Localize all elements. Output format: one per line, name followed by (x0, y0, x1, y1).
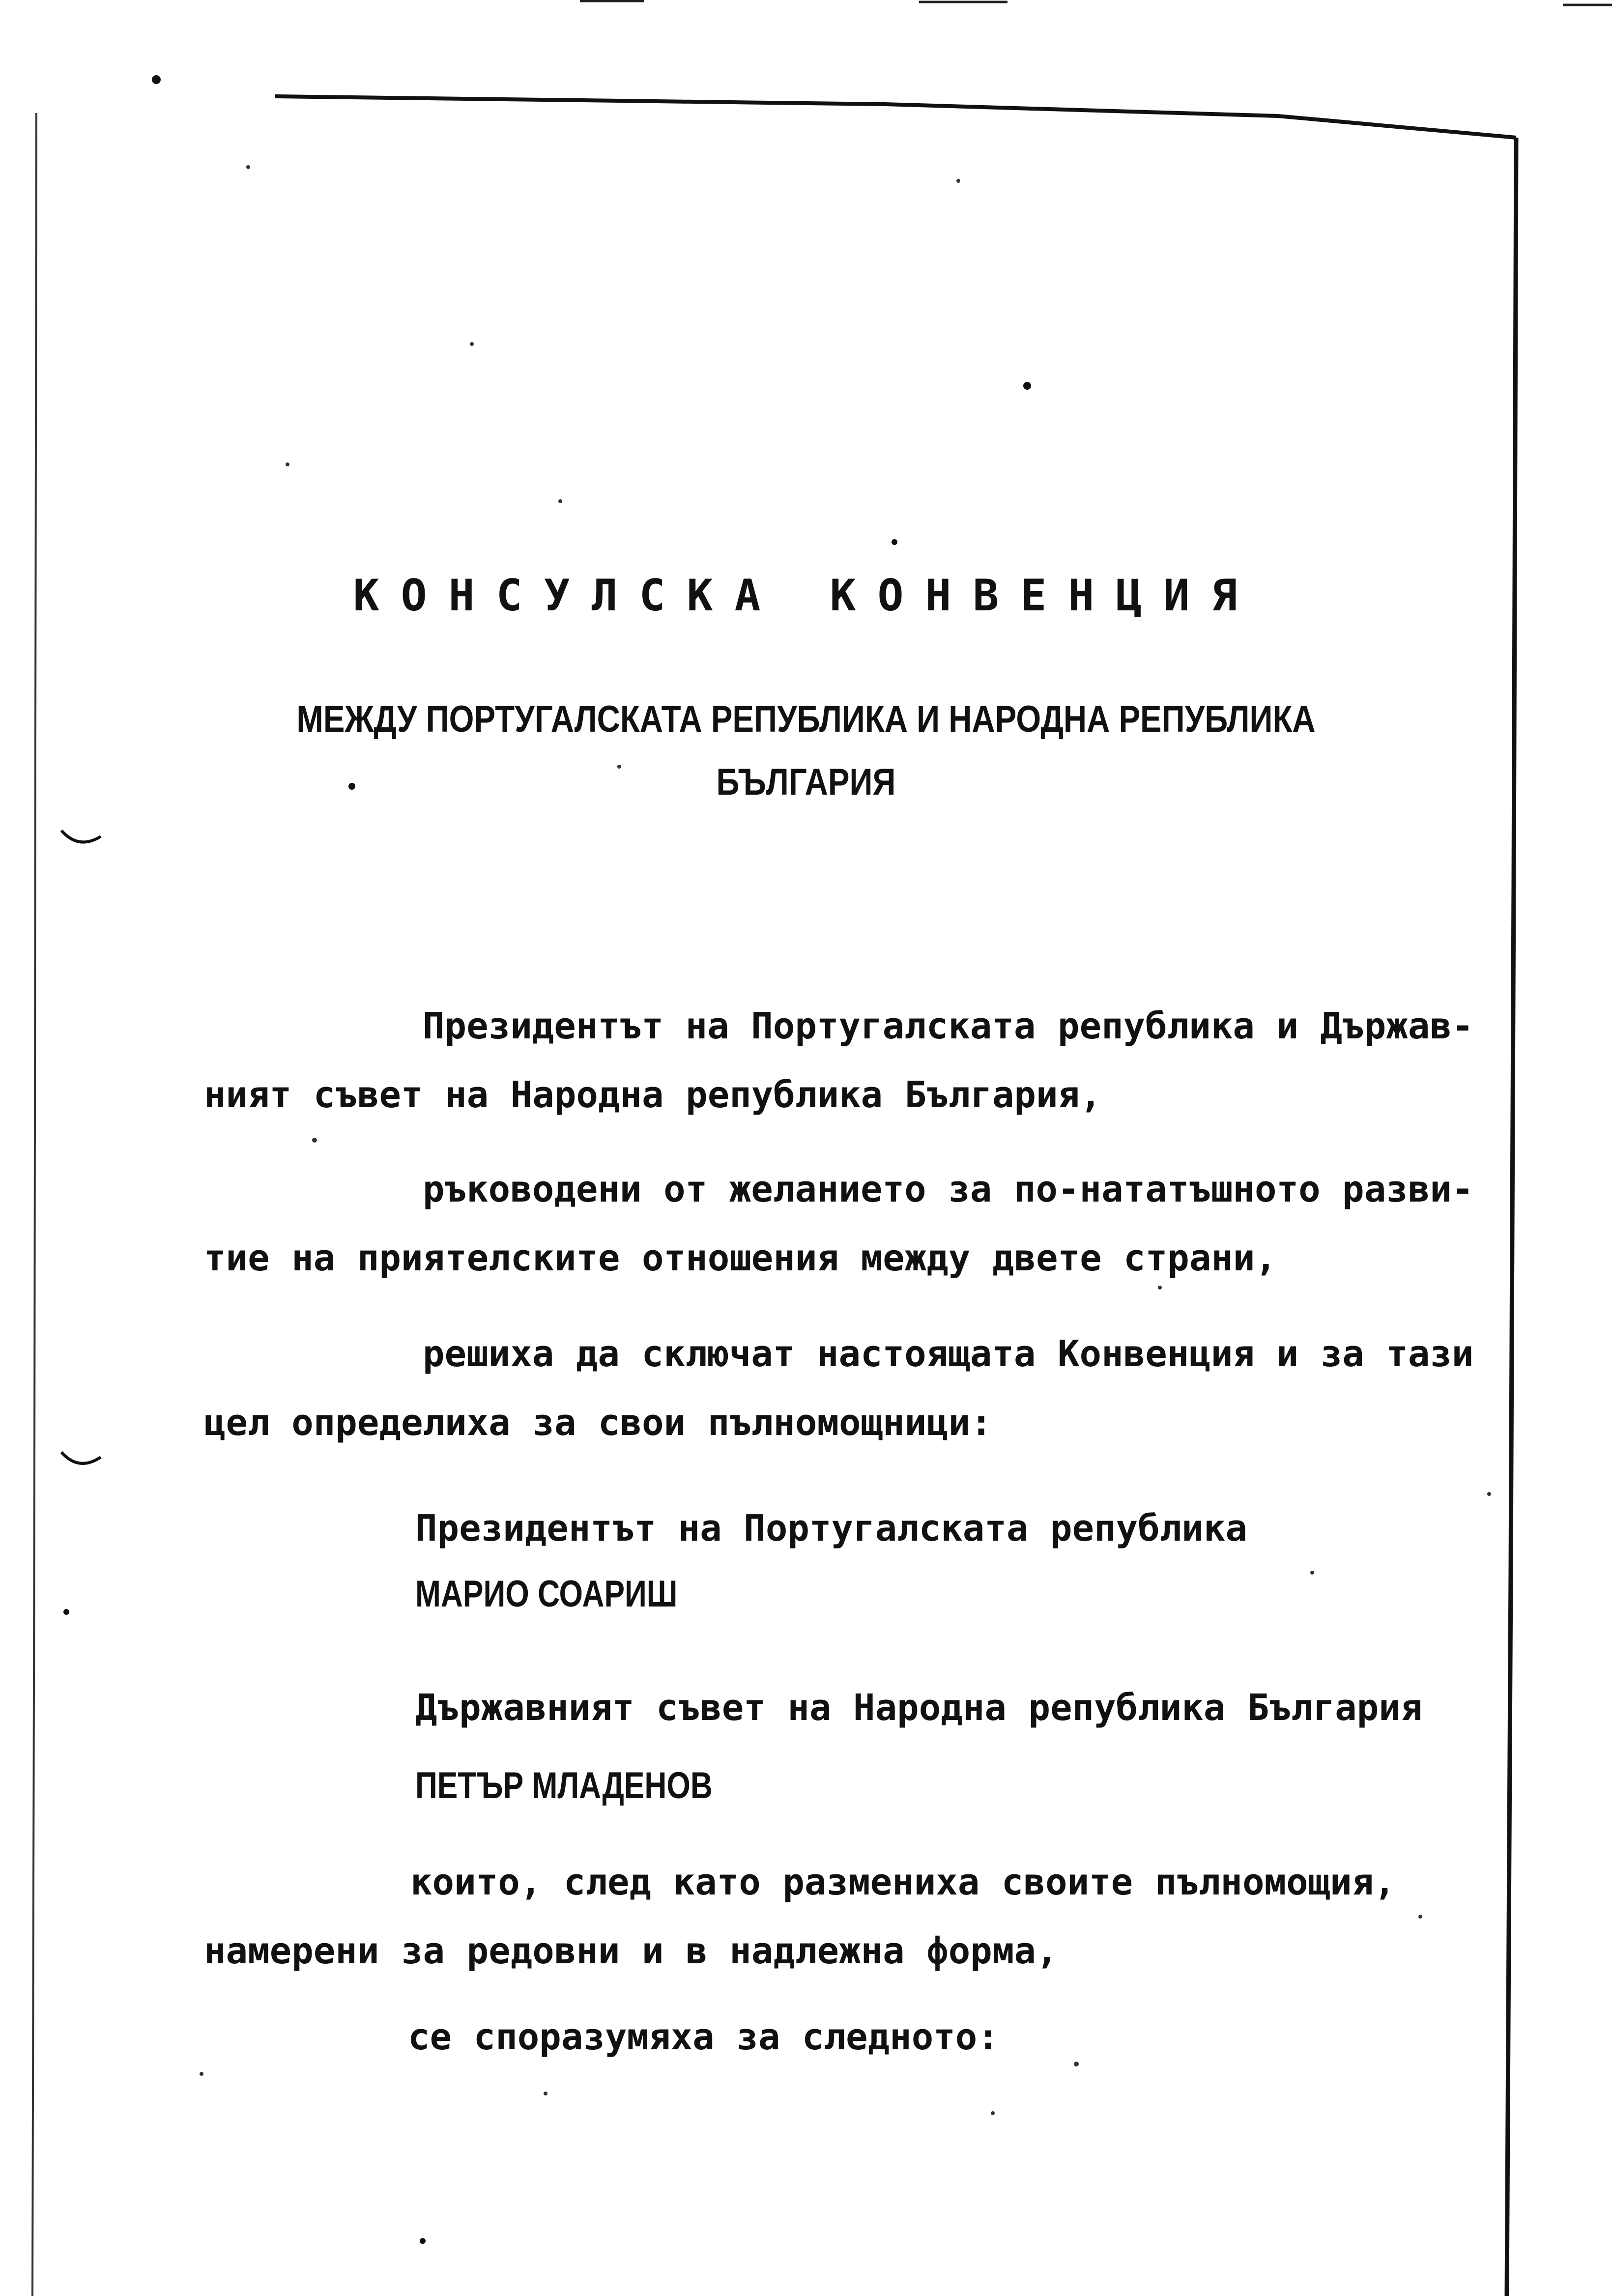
subtitle-line-1: МЕЖДУ ПОРТУГАЛСКАТА РЕПУБЛИКА И НАРОДНА РЕПУБЛИКА (296, 698, 1316, 740)
agreement-line: се споразумяха за следното: (408, 2016, 999, 2058)
paragraph-line: тие на приятелските отношения между двете страни, (204, 1237, 1277, 1279)
preamble-paragraph-3 (204, 1320, 1473, 1457)
plenipotentiary-party-portugal: Президентът на Португалската република (415, 1507, 1247, 1550)
plenipotentiary-name-portugal: МАРИО СОАРИШ (415, 1573, 678, 1615)
plenipotentiary-name-bulgaria: ПЕТЪР МЛАДЕНОВ (415, 1765, 713, 1807)
paragraph-line: намерени за редовни и в надлежна форма, (204, 1930, 1058, 1972)
paragraph-line: ръководени от желанието за по-нататъшното разви- (423, 1168, 1474, 1210)
preamble-paragraph-2 (204, 1155, 1473, 1292)
document-title: КОНСУЛСКА КОНВЕНЦИЯ (353, 570, 1259, 621)
preamble-paragraph-1 (204, 992, 1473, 1129)
paragraph-line: които, след като размениха своите пълномощия, (410, 1861, 1396, 1903)
closing-paragraph (204, 1848, 1396, 1985)
subtitle-line-2: БЪЛГАРИЯ (716, 761, 896, 803)
paragraph-line: решиха да сключат настоящата Конвенция и за тази (423, 1333, 1474, 1375)
paragraph-line: Президентът на Португалската република и Държав- (423, 1005, 1474, 1047)
paragraph-line: цел определиха за свои пълномощници: (204, 1402, 992, 1444)
plenipotentiary-party-bulgaria: Държавният съвет на Народна република България (415, 1687, 1423, 1729)
paragraph-line: ният съвет на Народна република България, (204, 1074, 1102, 1116)
document-subtitle (113, 688, 1499, 814)
